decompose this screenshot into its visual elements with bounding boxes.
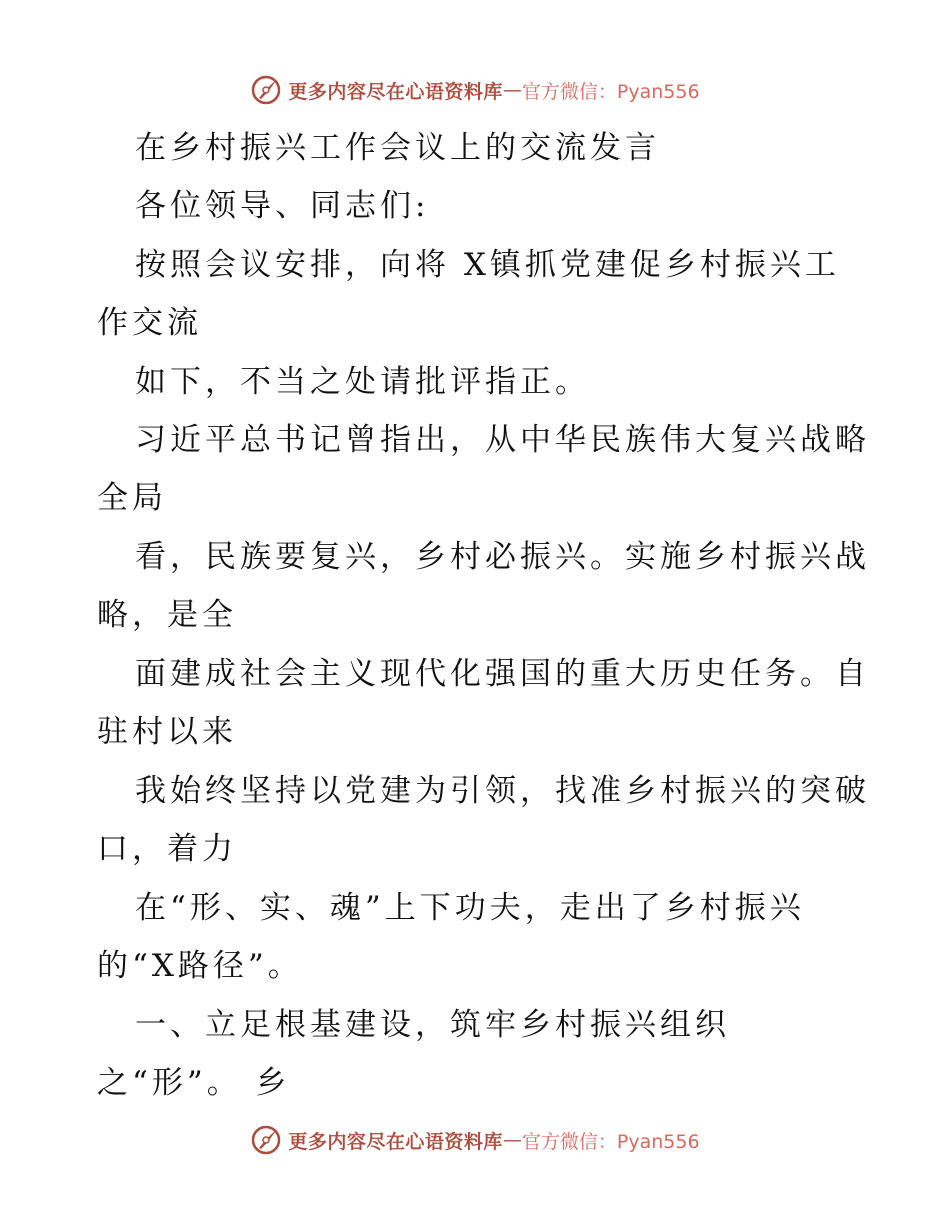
section-heading-line: 一、立足根基建设，筑牢乡村振兴组织 (135, 1007, 730, 1043)
paragraph-line: 全局 (97, 480, 167, 516)
footer-banner (0, 1120, 950, 1160)
footer-separator: — (502, 1129, 522, 1151)
footer-wechat-text: 官方微信：Pyan556 (521, 1130, 700, 1153)
paragraph-line: 略，是全 (97, 597, 237, 633)
paragraph-line: 面建成社会主义现代化强国的重大历史任务。自 (135, 656, 870, 692)
feather-pen-logo-icon (250, 74, 282, 106)
paragraph-line: 在“形、实、魂”上下功夫，走出了乡村振兴 (135, 890, 805, 926)
paragraph-line: 驻村以来 (97, 714, 237, 750)
paragraph-line: 作交流 (97, 305, 202, 341)
paragraph-line: 按照会议安排，向将 X镇抓党建促乡村振兴工 (135, 247, 840, 283)
section-heading-line: 之“形”。 乡 (97, 1065, 291, 1101)
paragraph-line: 看，民族要复兴，乡村必振兴。实施乡村振兴战 (135, 539, 870, 575)
header-separator: — (502, 79, 522, 101)
paragraph-line: 习近平总书记曾指出，从中华民族伟大复兴战略 (135, 422, 870, 458)
salutation: 各位领导、同志们: (135, 188, 430, 224)
footer-brand-text: 更多内容尽在心语资料库 (288, 1130, 503, 1153)
header-wechat-text: 官方微信：Pyan556 (521, 80, 700, 103)
paragraph-line: 我始终坚持以党建为引领，找准乡村振兴的突破 (135, 773, 870, 809)
paragraph-line: 的“X路径”。 (97, 948, 303, 984)
header-banner (0, 70, 950, 110)
feather-pen-logo-icon (250, 1124, 282, 1156)
paragraph-line: 如下，不当之处请批评指正。 (135, 364, 590, 400)
header-brand-text: 更多内容尽在心语资料库 (288, 80, 503, 103)
document-title: 在乡村振兴工作会议上的交流发言 (135, 130, 660, 166)
paragraph-line: 口，着力 (97, 831, 237, 867)
